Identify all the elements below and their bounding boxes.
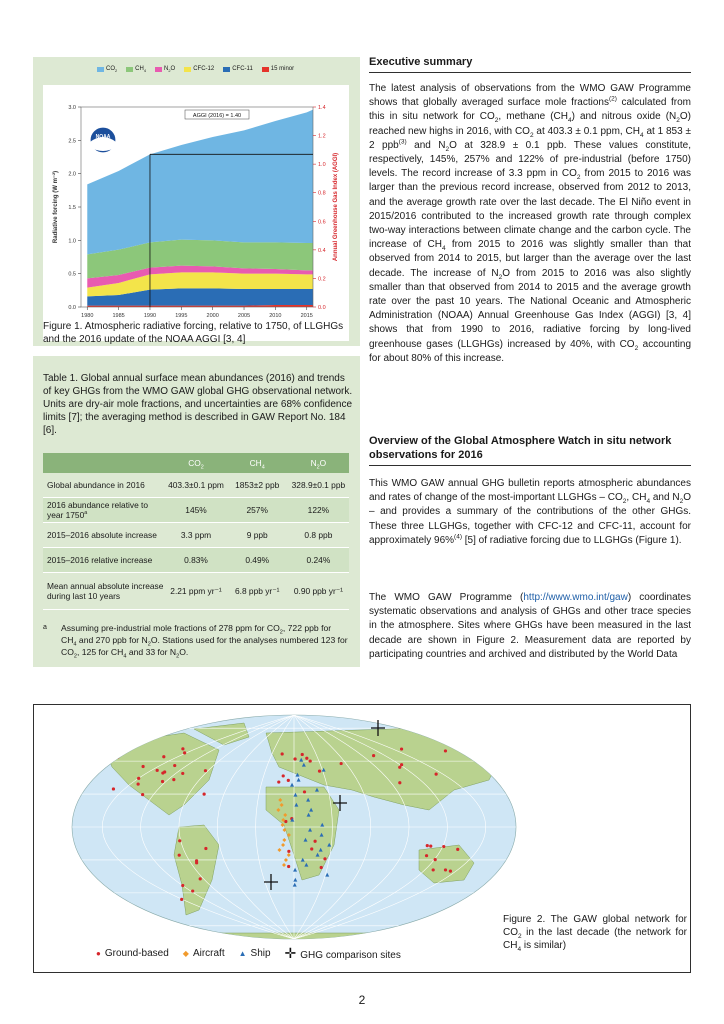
ground-site-marker bbox=[303, 790, 306, 793]
map-legend-symbol: ✛ bbox=[284, 945, 297, 961]
row-label: Mean annual absolute increase during last 10 years bbox=[43, 573, 165, 610]
cell-ch4: 1853±2 ppb bbox=[227, 473, 288, 498]
legend-swatch bbox=[126, 67, 133, 72]
map-legend-item bbox=[96, 948, 169, 959]
map-legend-symbol: ◆ bbox=[182, 949, 189, 958]
ground-site-marker bbox=[287, 779, 290, 782]
legend-item bbox=[97, 66, 117, 72]
ground-site-marker bbox=[181, 747, 184, 750]
y-tick-label: 0.5 bbox=[68, 271, 76, 278]
table-body bbox=[43, 473, 349, 610]
cell-co2: 3.3 ppm bbox=[165, 523, 226, 548]
legend-label: $CH_4$ bbox=[135, 66, 147, 74]
row-label: 2015–2016 relative increase bbox=[43, 548, 165, 573]
figure1-legend bbox=[97, 66, 294, 72]
y2-tick-label: 1.4 bbox=[318, 105, 326, 111]
x-tick-label: 1980 bbox=[81, 313, 94, 319]
x-tick-label: 2010 bbox=[269, 313, 282, 319]
ground-site-marker bbox=[137, 777, 140, 780]
legend-label: 15 minor bbox=[270, 66, 295, 72]
gaw-link[interactable]: http://www.wmo.int/gaw bbox=[523, 592, 628, 603]
ground-site-marker bbox=[372, 754, 375, 757]
row-label: Global abundance in 2016 bbox=[43, 473, 165, 498]
legend-item bbox=[184, 66, 214, 72]
y2-axis-label: Annual Greenhouse Gas Index (AGGI) bbox=[333, 152, 339, 262]
figure1-panel bbox=[33, 57, 360, 346]
ground-site-marker bbox=[173, 764, 176, 767]
y2-tick-label: 0.2 bbox=[318, 276, 326, 283]
page-number: 2 bbox=[358, 993, 366, 1007]
overview-paragraph-2 bbox=[369, 591, 691, 662]
table-row bbox=[43, 498, 349, 523]
ground-site-marker bbox=[426, 844, 429, 847]
ground-site-marker bbox=[181, 772, 184, 775]
ground-site-marker bbox=[305, 757, 308, 760]
legend-swatch bbox=[155, 67, 162, 72]
ground-site-marker bbox=[281, 752, 284, 755]
cell-co2: 145% bbox=[165, 498, 226, 523]
ground-site-marker bbox=[141, 793, 144, 796]
ground-site-marker bbox=[294, 757, 297, 760]
footnote-marker: a bbox=[43, 624, 47, 631]
ground-site-marker bbox=[456, 848, 459, 851]
table-header-blank bbox=[43, 453, 165, 473]
y2-tick-label: 0.0 bbox=[318, 305, 326, 311]
table-header-row bbox=[43, 453, 349, 473]
ground-site-marker bbox=[400, 763, 403, 766]
ground-site-marker bbox=[191, 889, 194, 892]
overview-paragraph-1: This WMO GAW annual GHG bulletin reports atmospheric abundances and rates of change of the most-important LLGHGs – $CO_2$, $CH_4$ and $N_2O$ – and provides a summary of the contributions of the other GHGs. These three LLGHGs, together with CFC-12 and CFC-11, account for approximately 96%$^{(4)}$ [5] of radiative forcing due to LLGHGs (Figure 1). bbox=[369, 478, 691, 546]
y-tick-label: 0.0 bbox=[68, 305, 76, 311]
table-header-ch4: $CH_4$ bbox=[227, 453, 288, 473]
table1-intro: Table 1. Global annual surface mean abundances (2016) and trends of key GHGs from the WMO GAW global GHG observational network. Units are dry-air mole fractions, and uncertainties are 68% confidence limits [7]; the averaging method is described in GAW Report No. 184 [6]. bbox=[43, 373, 353, 436]
ground-site-marker bbox=[442, 845, 445, 848]
ground-site-marker bbox=[141, 765, 144, 768]
table-row bbox=[43, 548, 349, 573]
table1-footnote bbox=[43, 622, 349, 658]
y-tick-label: 1.0 bbox=[68, 238, 76, 245]
ground-site-marker bbox=[180, 898, 183, 901]
figure1-caption: Figure 1. Atmospheric radiative forcing, relative to 1750, of LLGHGs and the 2016 update of the NOAA AGGI [3, 4] bbox=[43, 321, 344, 345]
ground-site-marker bbox=[444, 749, 447, 752]
subscript-4: 4 bbox=[261, 464, 265, 471]
ground-site-marker bbox=[277, 780, 280, 783]
row-label: 2015–2016 absolute increase bbox=[43, 523, 165, 548]
executive-summary-title: Executive summary bbox=[369, 55, 691, 73]
ground-site-marker bbox=[203, 792, 206, 795]
ground-site-marker bbox=[309, 759, 312, 762]
cell-n2o: 0.8 ppb bbox=[288, 523, 349, 548]
aggi-annotation: AGGI (2016) = 1.40 bbox=[192, 113, 242, 119]
map-legend-item bbox=[285, 945, 401, 962]
ground-site-marker bbox=[156, 769, 159, 772]
map-legend-item bbox=[239, 948, 271, 959]
figure1-chart bbox=[43, 85, 349, 341]
subscript-2: 2 bbox=[316, 464, 320, 471]
row-label: 2016 abundance relative to year 1750$^a$ bbox=[43, 498, 165, 523]
ground-site-marker bbox=[425, 854, 428, 857]
map-legend-label: Aircraft bbox=[192, 948, 225, 959]
legend-item bbox=[262, 66, 294, 72]
overview-title: Overview of the Global Atmosphere Watch in situ network observations for 2016 bbox=[369, 434, 691, 466]
y-axis-label: Radiative forcing (W m⁻²) bbox=[53, 170, 59, 244]
y2-tick-label: 0.4 bbox=[318, 247, 326, 254]
legend-item bbox=[126, 66, 146, 72]
cell-ch4: 9 ppb bbox=[227, 523, 288, 548]
ground-site-marker bbox=[172, 778, 175, 781]
ground-site-marker bbox=[178, 854, 181, 857]
ground-site-marker bbox=[195, 861, 198, 864]
figure2-legend bbox=[96, 945, 401, 962]
ground-site-marker bbox=[287, 850, 290, 853]
ground-site-marker bbox=[435, 773, 438, 776]
ground-site-marker bbox=[287, 865, 290, 868]
table-row bbox=[43, 573, 349, 610]
forcing-chart-svg bbox=[43, 85, 349, 341]
legend-label: CFC-12 bbox=[193, 66, 215, 72]
ground-site-marker bbox=[204, 847, 207, 850]
cell-ch4: 257% bbox=[227, 498, 288, 523]
map-legend-symbol: ▲ bbox=[238, 949, 247, 958]
area-co2 bbox=[87, 110, 313, 255]
table1-panel bbox=[33, 356, 360, 667]
y2-tick-label: 1.0 bbox=[318, 162, 326, 169]
legend-item bbox=[155, 66, 175, 72]
ground-site-marker bbox=[398, 766, 401, 769]
ground-site-marker bbox=[449, 869, 452, 872]
cell-n2o: 0.90 ppb yr⁻¹ bbox=[288, 573, 349, 610]
y-tick-label: 3.0 bbox=[68, 105, 76, 111]
cell-n2o: 328.9±0.1 ppb bbox=[288, 473, 349, 498]
cell-n2o: 122% bbox=[288, 498, 349, 523]
footnote-text: Assuming pre-industrial mole fractions of 278 ppm for $CO_2$, 722 ppb for $CH_4$ and 270 ppb for $N_2O$. Stations used for the analyses numbered 123 for $CO_2$, 125 for $CH_4$ and 33 for $N_2O$. bbox=[61, 623, 348, 660]
ground-site-marker bbox=[340, 762, 343, 765]
y2-tick-label: 0.8 bbox=[318, 190, 326, 197]
legend-swatch bbox=[97, 67, 104, 72]
y-tick-label: 2.0 bbox=[68, 171, 76, 178]
ground-site-marker bbox=[183, 751, 186, 754]
ground-site-marker bbox=[434, 858, 437, 861]
legend-item bbox=[223, 66, 253, 72]
y2-tick-label: 0.6 bbox=[318, 219, 326, 226]
ground-site-marker bbox=[310, 847, 313, 850]
x-tick-label: 2015 bbox=[300, 313, 313, 319]
legend-label: CFC-11 bbox=[232, 66, 253, 72]
executive-summary-text: The latest analysis of observations from the WMO GAW Programme shows that globally averaged surface mole fractions$^{(2)}$ calculated from this in situ network for $CO_2$, methane $(CH_4)$ and nitrous oxide $(N_2O)$ reached new highs in 2016, with $CO_2$ at 403.3 ± 0.1 ppm, $CH_4$ at 1 853 ± 2 ppb$^{(3)}$ and $N_2O$ at 328.9 ± 0.1 ppb. These values constitute, respectively, 145%, 257% and 122% of pre-industrial (before 1750) levels. The record increase of 3.3 ppm in $CO_2$ from 2015 to 2016 was larger than the previous record increase, observed from 2012 to 2013, and the average growth rate over the last decade. The El Niño event in 2015/2016 contributed to the increased growth rate through complex two-way interactions between climate change and the carbon cycle. The increase of $CH_4$ from 2015 to 2016 was slightly smaller than that observed from 2014 to 2015, but larger than the average over the last decade. The increase of $N_2O$ from 2015 to 2016 was also slightly smaller than that observed from 2014 to 2015 and the average growth rate over the past 10 years. The National Oceanic and Atmospheric Administration (NOAA) Annual Greenhouse Gas Index (AGGI) [3, 4] shows that from 1990 to 2016, radiative forcing by long-lived greenhouse gases (LLGHGs) increased by 40%, with $CO_2$ accounting for about 80% of this increase. bbox=[369, 83, 692, 364]
ground-site-marker bbox=[199, 877, 202, 880]
overview-para2-post: ) coordinates systematic observations and analysis of GHGs and other trace species in the atmosphere. Sites where GHGs have been measured in the last decade are shown in Figure 2. Measurement data are reported by participating countries and archived and distributed by the World Data bbox=[369, 592, 691, 660]
legend-label: $N_2O$ bbox=[164, 66, 176, 74]
overview-para2-pre: The WMO GAW Programme ( bbox=[369, 592, 524, 603]
table-row bbox=[43, 473, 349, 498]
legend-label: $CO_2$ bbox=[106, 66, 118, 74]
map-legend-label: Ground-based bbox=[104, 948, 169, 959]
map-legend-label: GHG comparison sites bbox=[300, 950, 401, 961]
noaa-logo-text: NOAA bbox=[95, 134, 111, 140]
map-legend-item bbox=[183, 948, 225, 959]
x-tick-label: 1990 bbox=[143, 313, 157, 319]
ground-site-marker bbox=[432, 868, 435, 871]
abundance-table bbox=[43, 453, 349, 610]
ground-site-marker bbox=[318, 770, 321, 773]
x-tick-label: 1985 bbox=[112, 313, 125, 319]
table-header-co2: $CO_2$ bbox=[165, 453, 226, 473]
ground-site-marker bbox=[476, 758, 479, 761]
x-tick-label: 2000 bbox=[206, 313, 219, 319]
cell-n2o: 0.24% bbox=[288, 548, 349, 573]
cell-co2: 0.83% bbox=[165, 548, 226, 573]
ground-site-marker bbox=[323, 857, 326, 860]
ground-site-marker bbox=[301, 753, 304, 756]
cell-ch4: 0.49% bbox=[227, 548, 288, 573]
legend-swatch bbox=[223, 67, 230, 72]
ground-site-marker bbox=[162, 755, 165, 758]
ground-site-marker bbox=[204, 769, 207, 772]
ground-site-marker bbox=[112, 787, 115, 790]
ground-site-marker bbox=[282, 774, 285, 777]
ground-site-marker bbox=[137, 782, 140, 785]
cell-ch4: 6.8 ppb yr⁻¹ bbox=[227, 573, 288, 610]
table-header-n2o: $N_2O$ bbox=[288, 453, 349, 473]
table-row bbox=[43, 523, 349, 548]
y-tick-label: 1.5 bbox=[68, 205, 76, 211]
ground-site-marker bbox=[398, 781, 401, 784]
ground-site-marker bbox=[320, 866, 323, 869]
x-tick-label: 1995 bbox=[175, 313, 188, 319]
ground-site-marker bbox=[314, 840, 317, 843]
figure2-caption: Figure 2. The GAW global network for $CO_2$ in the last decade (the network for $CH_4$ is similar) bbox=[503, 914, 687, 953]
map-legend-label: Ship bbox=[250, 948, 271, 959]
ground-site-marker bbox=[116, 756, 119, 759]
cell-co2: 403.3±0.1 ppm bbox=[165, 473, 226, 498]
ground-site-marker bbox=[429, 845, 432, 848]
ground-site-marker bbox=[161, 780, 164, 783]
legend-swatch bbox=[184, 67, 191, 72]
subscript-2: 2 bbox=[200, 464, 204, 471]
ground-site-marker bbox=[181, 884, 184, 887]
ground-site-marker bbox=[444, 868, 447, 871]
legend-swatch bbox=[262, 67, 269, 72]
cell-co2: 2.21 ppm yr⁻¹ bbox=[165, 573, 226, 610]
x-tick-label: 2005 bbox=[237, 313, 251, 319]
figure2-panel bbox=[33, 704, 691, 973]
y2-tick-label: 1.2 bbox=[318, 133, 326, 140]
ground-site-marker bbox=[163, 770, 166, 773]
y-tick-label: 2.5 bbox=[68, 138, 76, 145]
ground-site-marker bbox=[400, 747, 403, 750]
map-legend-symbol: ● bbox=[96, 949, 101, 958]
ground-site-marker bbox=[178, 839, 181, 842]
